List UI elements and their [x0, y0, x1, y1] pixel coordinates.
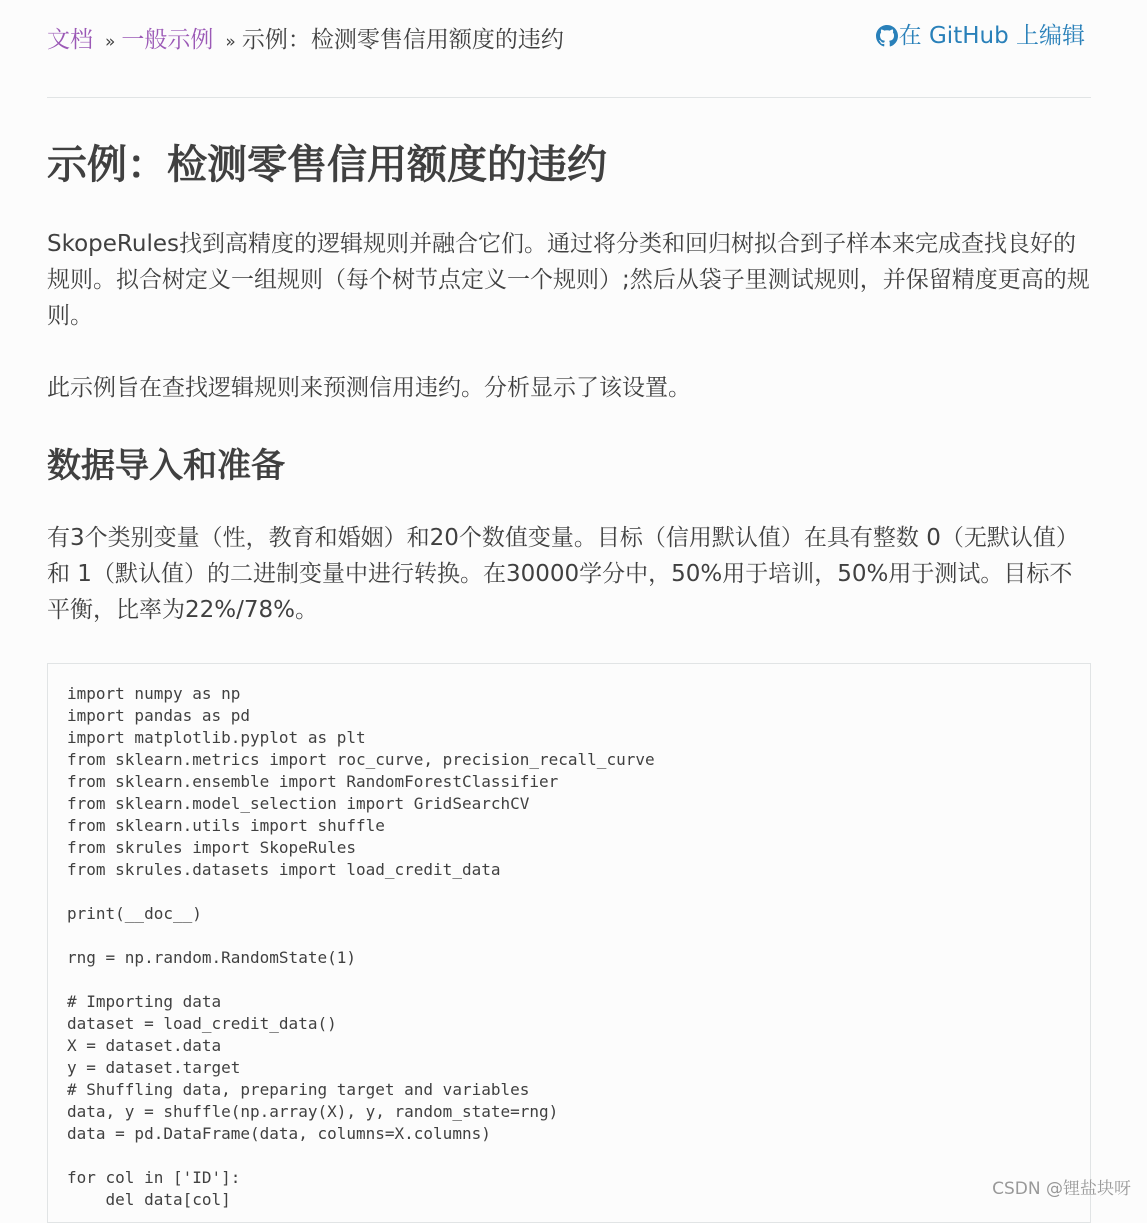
code-line: from sklearn.ensemble import RandomForestClassifier: [67, 772, 559, 791]
breadcrumb-link-general-examples[interactable]: 一般示例: [121, 27, 214, 53]
section-paragraph: 有3个类别变量（性，教育和婚姻）和20个数值变量。目标（信用默认值）在具有整数 0（无默认值）和 1（默认值）的二进制变量中进行转换。在30000学分中，50%用于培训，50%用于测试。目标不平衡，比率为22%/78%。: [47, 525, 1079, 623]
code-line: from skrules import SkopeRules: [67, 838, 356, 857]
code-line: dataset = load_credit_data(): [67, 1014, 337, 1033]
code-line: data = pd.DataFrame(data, columns=X.columns): [67, 1124, 491, 1143]
code-line: from sklearn.model_selection import GridSearchCV: [67, 794, 530, 813]
code-line: data, y = shuffle(np.array(X), y, random_state=rng): [67, 1102, 559, 1121]
breadcrumb: [47, 22, 564, 60]
breadcrumb-separator: »: [225, 32, 236, 52]
code-content: [48, 664, 1090, 1211]
code-line: import pandas as pd: [67, 706, 251, 725]
code-line: [67, 1145, 1090, 1167]
page-title: 示例：检测零售信用额度的违约: [47, 142, 607, 188]
code-line: import matplotlib.pyplot as plt: [67, 728, 366, 747]
code-line: X = dataset.data: [67, 1036, 222, 1055]
code-line: print(__doc__): [67, 904, 202, 923]
code-line: import numpy as np: [67, 684, 241, 703]
code-line: from sklearn.utils import shuffle: [67, 816, 385, 835]
breadcrumb-link-docs[interactable]: 文档: [47, 27, 93, 53]
code-line: # Shuffling data, preparing target and variables: [67, 1080, 530, 1099]
edit-on-github-link[interactable]: [876, 18, 1085, 54]
github-icon: [876, 25, 898, 47]
csdn-watermark: CSDN @锂盐块呀: [992, 1179, 1131, 1199]
code-line: [67, 881, 1090, 903]
breadcrumb-bar: [47, 0, 1091, 98]
code-line: [67, 969, 1090, 991]
code-block[interactable]: [47, 663, 1091, 1223]
intro-paragraph-1: SkopeRules找到高精度的逻辑规则并融合它们。通过将分类和回归树拟合到子样本来完成查找良好的规则。拟合树定义一组规则（每个树节点定义一个规则）;然后从袋子里测试规则，并保留精度更高的规则。: [47, 231, 1090, 329]
breadcrumb-current: 示例：检测零售信用额度的违约: [241, 27, 564, 53]
code-line: [67, 925, 1090, 947]
edit-on-github-label: 在 GitHub 上编辑: [898, 23, 1085, 49]
code-line: rng = np.random.RandomState(1): [67, 948, 356, 967]
intro-paragraph-2: 此示例旨在查找逻辑规则来预测信用违约。分析显示了该设置。: [47, 375, 691, 401]
code-line: y = dataset.target: [67, 1058, 241, 1077]
code-line: from sklearn.metrics import roc_curve, precision_recall_curve: [67, 750, 655, 769]
code-line: for col in ['ID']:: [67, 1168, 241, 1187]
code-line: del data[col]: [67, 1190, 231, 1209]
section-title: 数据导入和准备: [47, 446, 285, 486]
code-line: from skrules.datasets import load_credit_data: [67, 860, 501, 879]
code-line: # Importing data: [67, 992, 222, 1011]
breadcrumb-separator: »: [105, 32, 116, 52]
